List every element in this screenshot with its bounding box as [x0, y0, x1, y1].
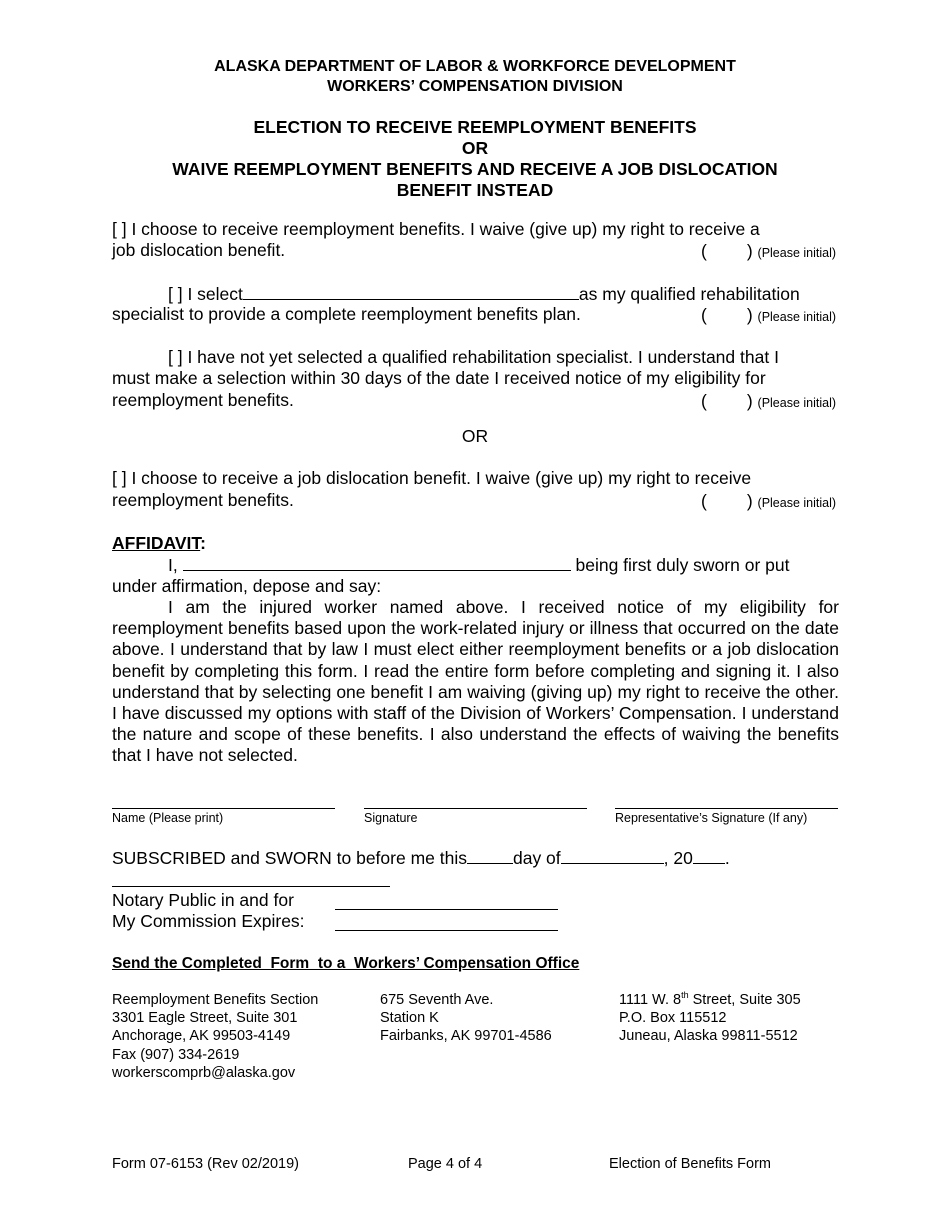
initial-open: (	[701, 305, 707, 325]
initial-close: )	[746, 491, 753, 511]
commission-date-line[interactable]	[335, 930, 558, 931]
month-field[interactable]	[561, 847, 664, 864]
initial-field-1[interactable]	[701, 241, 836, 262]
initial-close: )	[746, 391, 753, 411]
initial-label: (Please initial)	[757, 496, 837, 510]
page-number: Page 4 of 4	[408, 1156, 483, 1172]
address-line: 3301 Eagle Street, Suite 301	[112, 1010, 298, 1027]
subscribed-text: SUBSCRIBED and SWORN to before me this	[112, 848, 467, 868]
year-field[interactable]	[693, 847, 725, 864]
form-title-or: OR	[461, 138, 489, 158]
signature-line[interactable]	[364, 808, 587, 809]
notary-signature-line[interactable]	[112, 886, 390, 887]
initial-close: )	[746, 305, 753, 325]
day-of-text: day of	[512, 848, 561, 868]
form-title-line3: WAIVE REEMPLOYMENT BENEFITS AND RECEIVE A JOB DISLOCATION	[172, 159, 778, 179]
representative-signature-line[interactable]	[615, 808, 838, 809]
option-not-selected-text-3: reemployment benefits.	[112, 390, 294, 410]
form-number: Form 07-6153 (Rev 02/2019)	[112, 1156, 299, 1172]
email-link[interactable]: workerscomprb@alaska.gov	[112, 1064, 296, 1081]
name-label: Name (Please print)	[112, 811, 224, 825]
name-signature-line[interactable]	[112, 808, 335, 809]
address-line: 675 Seventh Ave.	[380, 992, 494, 1008]
juneau-office	[619, 991, 801, 1046]
representative-label: Representative’s Signature (If any)	[615, 811, 808, 825]
select-prefix: [ ] I select	[168, 284, 243, 304]
initial-field-4[interactable]	[701, 491, 836, 512]
initial-field-3[interactable]	[701, 391, 836, 412]
initial-label: (Please initial)	[757, 310, 837, 324]
subscribed-line	[112, 847, 730, 870]
fairbanks-office	[380, 991, 552, 1046]
initial-field-2[interactable]	[701, 305, 836, 326]
form-name: Election of Benefits Form	[609, 1156, 771, 1172]
affidavit-sworn: being first duly sworn or put	[575, 555, 790, 575]
notary-state-line[interactable]	[335, 909, 558, 910]
year-prefix: , 20	[663, 848, 693, 868]
initial-close: )	[746, 241, 753, 261]
specialist-name-field[interactable]	[243, 283, 579, 300]
option-job-dislocation-text: reemployment benefits.	[112, 490, 294, 510]
option-job-dislocation-checkbox[interactable]: [ ] I choose to receive a job dislocation benefit. I waive (give up) my right to receive	[112, 468, 752, 488]
address-line: Fairbanks, AK 99701-4586	[380, 1028, 552, 1045]
affidavit-name-line	[168, 554, 789, 577]
affiant-name-field[interactable]	[183, 554, 571, 571]
affidavit-heading: AFFIDAVIT:	[112, 533, 206, 553]
address-line: P.O. Box 115512	[619, 1010, 727, 1027]
initial-open: (	[701, 391, 707, 411]
offices-heading: Send the Completed Form to a Workers’ Compensation Office	[112, 955, 580, 972]
option-not-selected-checkbox[interactable]: [ ] I have not yet selected a qualified rehabilitation specialist. I understand that I	[168, 347, 779, 367]
form-title-line1: ELECTION TO RECEIVE REEMPLOYMENT BENEFITS	[253, 117, 697, 137]
address-line: Station K	[380, 1010, 439, 1027]
initial-open: (	[701, 491, 707, 511]
initial-label: (Please initial)	[757, 246, 837, 260]
signature-label: Signature	[364, 811, 418, 825]
address-line: Anchorage, AK 99503-4149	[112, 1028, 291, 1045]
option-reemployment-checkbox[interactable]: [ ] I choose to receive reemployment benefits. I waive (give up) my right to receive a	[112, 219, 760, 239]
option-not-selected-text-2: must make a selection within 30 days of the date I received notice of my eligibility for	[112, 368, 766, 388]
or-divider: OR	[461, 426, 489, 446]
affidavit-i: I,	[168, 555, 178, 575]
address-line: Reemployment Benefits Section	[112, 992, 319, 1008]
day-field[interactable]	[467, 847, 513, 864]
agency-name: ALASKA DEPARTMENT OF LABOR & WORKFORCE DEVELOPMENT	[214, 58, 736, 75]
notary-public-label: Notary Public in and for	[112, 890, 294, 910]
commission-label: My Commission Expires:	[112, 911, 305, 931]
option-reemployment-text: job dislocation benefit.	[112, 240, 286, 260]
affidavit-body: I am the injured worker named above. I received notice of my eligibility for reemployment benefits based upon the work-related injury or illness that occurred on the date above. I understand that by law I must elect either reemployment benefits or a job dislocation benefit by completing this form. I read the entire form before completing and signing it. I also understand that by selecting one benefit I am waiving (giving up) my right to receive the other. I have discussed my options with staff of the Division of Workers’ Compensation. I understand the nature and scope of these benefits. I also understand the effects of waiving the benefits that I have not selected.	[112, 597, 839, 766]
anchorage-office	[112, 991, 318, 1082]
division-name: WORKERS’ COMPENSATION DIVISION	[327, 78, 623, 95]
initial-open: (	[701, 241, 707, 261]
address-line: Juneau, Alaska 99811-5512	[619, 1028, 798, 1045]
form-title-line4: BENEFIT INSTEAD	[396, 180, 554, 200]
address-line: 1111 W. 8th Street, Suite 305	[619, 990, 801, 1008]
option-select-specialist-text: specialist to provide a complete reemployment benefits plan.	[112, 304, 581, 324]
fax-number: Fax (907) 334-2619	[112, 1046, 240, 1063]
period: .	[724, 848, 730, 868]
initial-label: (Please initial)	[757, 396, 837, 410]
option-select-specialist-checkbox[interactable]	[168, 283, 800, 306]
affidavit-line2: under affirmation, depose and say:	[112, 576, 382, 596]
select-suffix: as my qualified rehabilitation	[578, 284, 800, 304]
